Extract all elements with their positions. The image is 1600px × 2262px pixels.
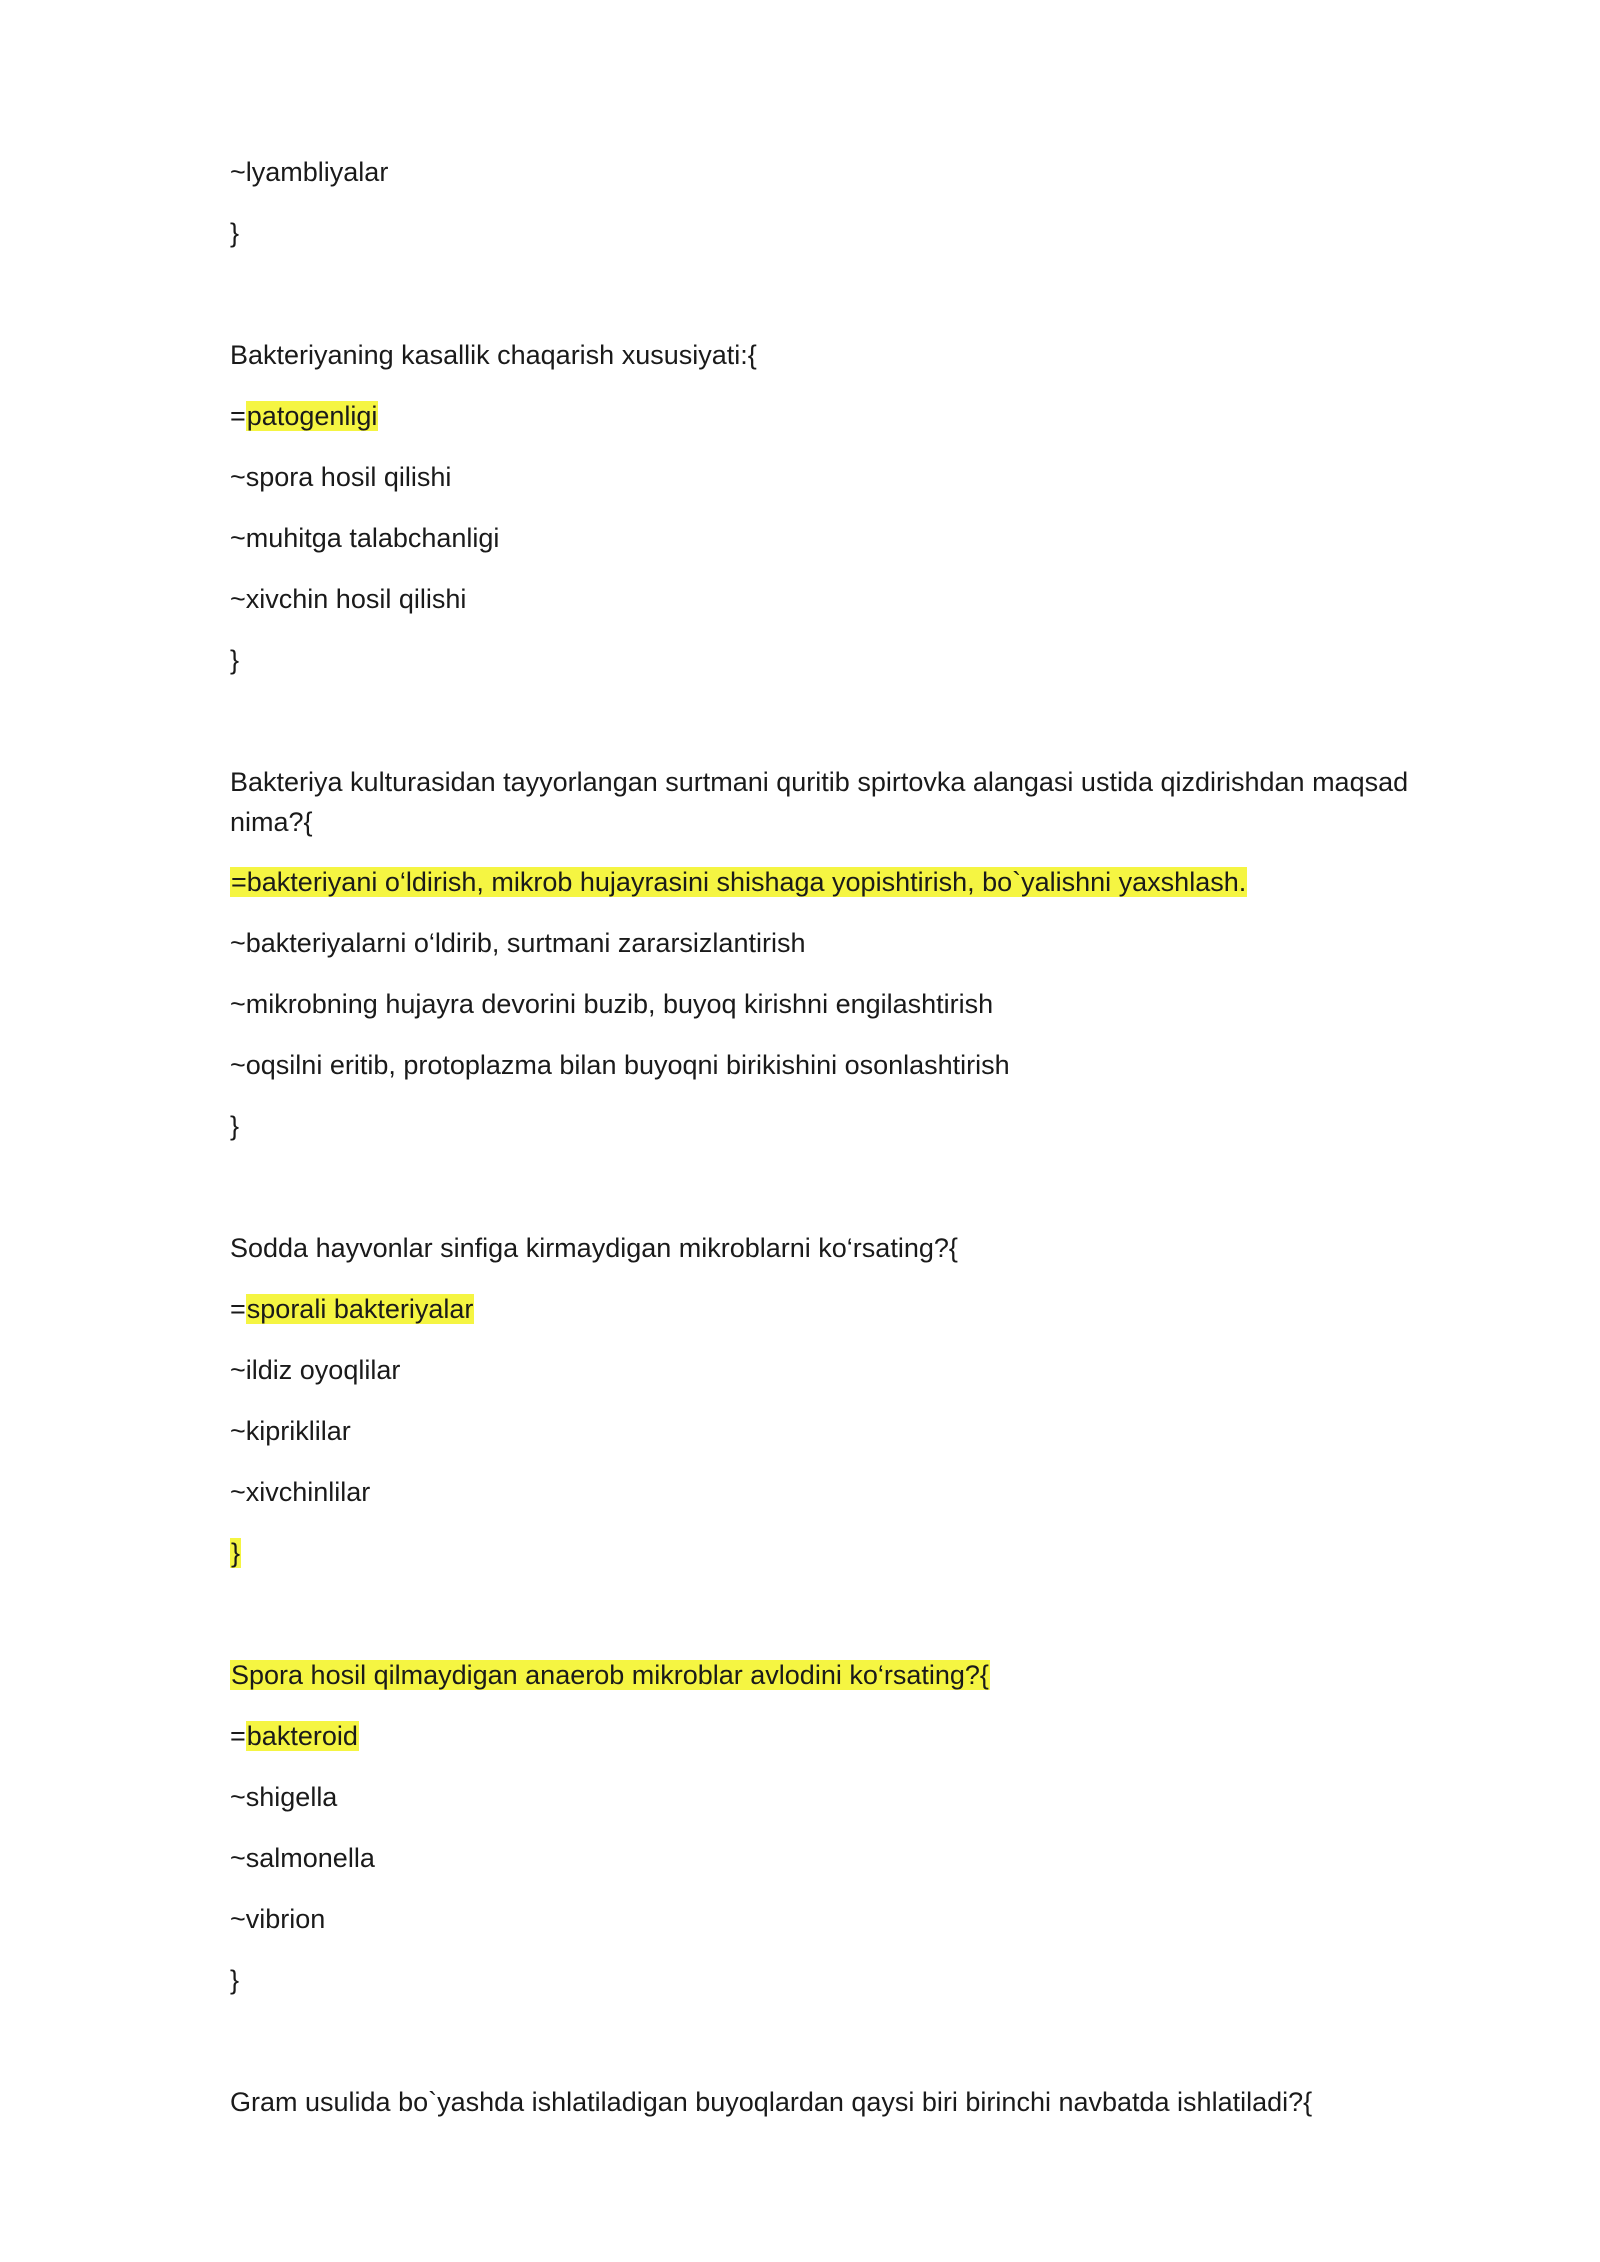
- answer-line: [230, 862, 1247, 902]
- option-line: ~ildiz oyoqlilar: [230, 1355, 401, 1385]
- option-line: ~shigella: [230, 1782, 338, 1812]
- closing-brace: }: [230, 645, 240, 675]
- question-5: Gram usulida bo`yashda ishlatiladigan buyoqlardan qaysi biri birinchi navbatda ishlatiladi?{: [230, 2087, 1313, 2117]
- question-4: [230, 1655, 990, 1695]
- option-line: ~xivchinlilar: [230, 1477, 371, 1507]
- question-4-highlight: Spora hosil qilmaydigan anaerob mikroblar avlodini ko‘rsating?{: [231, 1660, 989, 1690]
- answer-marker: =: [230, 1721, 246, 1751]
- answer-line: [230, 1716, 359, 1756]
- answer-marker: =: [230, 1294, 246, 1324]
- answer-line: [230, 1289, 474, 1329]
- option-line: ~muhitga talabchanligi: [230, 523, 500, 553]
- closing-brace: }: [230, 218, 240, 248]
- closing-brace: }: [230, 1111, 240, 1141]
- closing-brace: }: [231, 1538, 241, 1568]
- option-line: ~bakteriyalarni o‘ldirib, surtmani zararsizlantirish: [230, 928, 806, 958]
- question-1: Bakteriyaning kasallik chaqarish xususiyati:{: [230, 340, 757, 370]
- answer-line: [230, 396, 378, 436]
- option-line: ~salmonella: [230, 1843, 375, 1873]
- correct-answer-highlight: =bakteriyani o‘ldirish, mikrob hujayrasini shishaga yopishtirish, bo`yalishni yaxshlash.: [231, 867, 1247, 897]
- option-line: ~kipriklilar: [230, 1416, 351, 1446]
- option-line: ~mikrobning hujayra devorini buzib, buyoq kirishni engilashtirish: [230, 989, 994, 1019]
- option-line: ~xivchin hosil qilishi: [230, 584, 467, 614]
- answer-marker: =: [230, 401, 246, 431]
- closing-brace-highlight: [230, 1533, 241, 1573]
- option-line: ~vibrion: [230, 1904, 326, 1934]
- option-line: ~lyambliyalar: [230, 157, 389, 187]
- correct-answer-highlight: sporali bakteriyalar: [246, 1294, 474, 1324]
- question-2: Bakteriya kulturasidan tayyorlangan surtmani quritib spirtovka alangasi ustida qizdirishdan maqsad nima?{: [230, 767, 1409, 837]
- option-line: ~spora hosil qilishi: [230, 462, 452, 492]
- closing-brace: }: [230, 1965, 240, 1995]
- correct-answer-highlight: bakteroid: [246, 1721, 358, 1751]
- correct-answer-highlight: patogenligi: [246, 401, 378, 431]
- option-line: ~oqsilni eritib, protoplazma bilan buyoqni birikishini osonlashtirish: [230, 1050, 1010, 1080]
- question-3: Sodda hayvonlar sinfiga kirmaydigan mikroblarni ko‘rsating?{: [230, 1233, 958, 1263]
